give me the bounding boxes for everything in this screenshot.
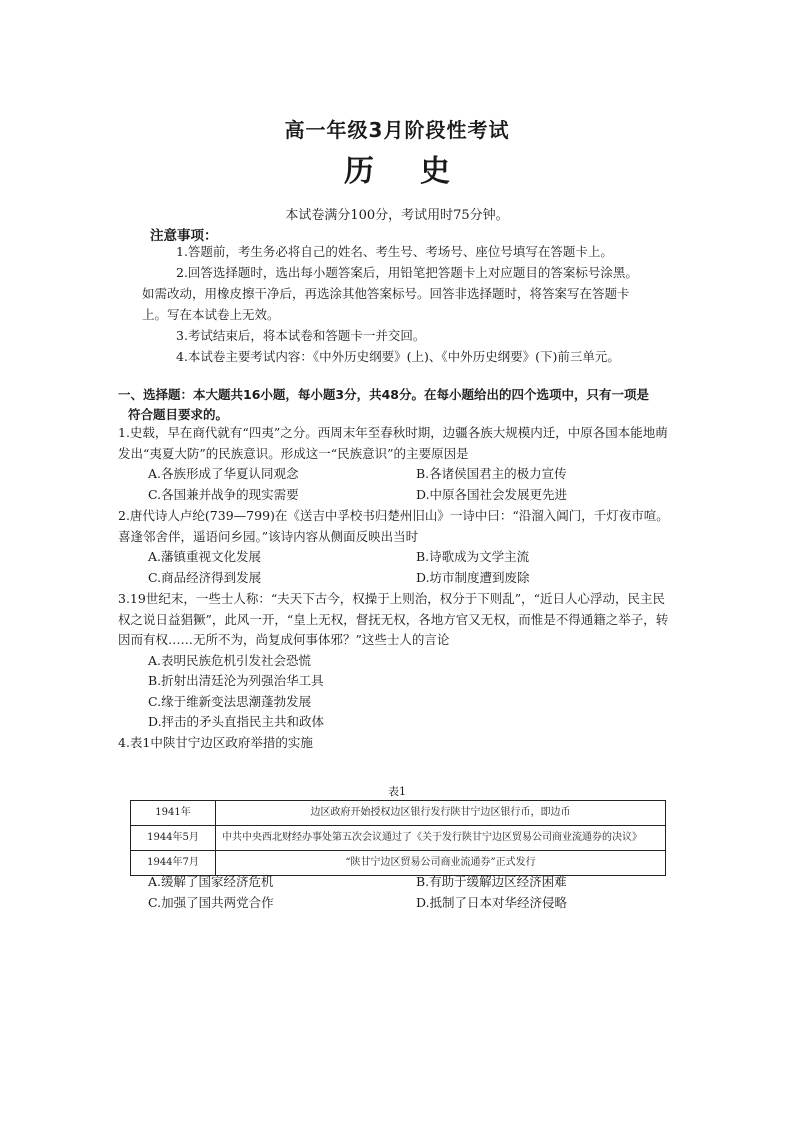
notice-item: 2.回答选择题时，选出每小题答案后，用铅笔把答题卡上对应题目的答案标号涂黑。如需改动，用橡皮擦干净后，再选涂其他答案标号。回答非选择题时，将答案写在答题卡上。写在本试卷上无效。 xyxy=(142,265,638,322)
question-2 xyxy=(118,506,674,588)
question-stem: 4.表1中陕甘宁边区政府举措的实施 xyxy=(118,735,313,750)
table-cell-year: 1941年 xyxy=(131,801,216,826)
option-d[interactable]: D.抵制了日本对华经济侵略 xyxy=(416,894,568,910)
option-c[interactable]: C.缘于维新变法思潮蓬勃发展 xyxy=(148,693,312,709)
section-heading-line: 一、选择题：本大题共16小题，每小题3分，共48分。在每小题给出的四个选项中，只有一项是 xyxy=(118,387,649,402)
question-options xyxy=(118,547,674,588)
option-d[interactable]: D.中原各国社会发展更先进 xyxy=(416,486,568,502)
question-1 xyxy=(118,423,674,505)
option-c[interactable]: C.商品经济得到发展 xyxy=(148,569,262,585)
notice-item: 3.考试结束后，将本试卷和答题卡一并交回。 xyxy=(176,328,426,343)
notice-heading: 注意事项： xyxy=(150,228,218,244)
option-b[interactable]: B.折射出清廷沦为列强治华工具 xyxy=(148,673,324,688)
option-a[interactable]: A.各族形成了华夏认同观念 xyxy=(148,466,299,481)
option-a[interactable]: A.缓解了国家经济危机 xyxy=(148,874,274,889)
question-stem: 1.史载，早在商代就有“四夷”之分。西周末年至春秋时期，边疆各族大规模内迁，中原各国本能地萌发出“夷夏大防”的民族意识。形成这一“民族意识”的主要原因是 xyxy=(118,425,668,461)
table-cell-year: 1944年5月 xyxy=(131,826,216,851)
option-c[interactable]: C.加强了国共两党合作 xyxy=(148,894,274,910)
table-cell-event: 中共中央西北财经办事处第五次会议通过了《关于发行陕甘宁边区贸易公司商业流通券的决议》 xyxy=(216,826,666,851)
table-row xyxy=(131,826,666,851)
exam-subject: 历史 xyxy=(344,154,496,189)
option-d[interactable]: D.坊市制度遭到废除 xyxy=(416,569,530,585)
question-4-options xyxy=(118,872,674,913)
table-row xyxy=(131,801,666,826)
question-stem: 2.唐代诗人卢纶(739—799)在《送吉中孚校书归楚州旧山》一诗中曰：“沿溜入阊门，千灯夜市喧。喜逢邻舍伴，遥语问乡园。”该诗内容从侧面反映出当时 xyxy=(118,508,669,544)
table-cell-event: “陕甘宁边区贸易公司商业流通券”正式发行 xyxy=(216,851,666,876)
exam-title: 高一年级3月阶段性考试 xyxy=(284,118,510,142)
option-a[interactable]: A.表明民族危机引发社会恐慌 xyxy=(148,652,312,668)
section-heading-line: 符合题目要求的。 xyxy=(128,407,229,422)
option-b[interactable]: B.有助于缓解边区经济困难 xyxy=(416,874,567,889)
option-b[interactable]: B.诗歌成为文学主流 xyxy=(416,549,530,564)
notice-list xyxy=(142,241,642,367)
option-c[interactable]: C.各国兼并战争的现实需要 xyxy=(148,486,299,502)
notice-item: 1.答题前，考生务必将自己的姓名、考生号、考场号、座位号填写在答题卡上。 xyxy=(176,244,613,259)
question-options xyxy=(118,464,674,505)
section-heading xyxy=(118,385,678,425)
question-3 xyxy=(118,589,674,733)
option-b[interactable]: B.各诸侯国君主的极力宣传 xyxy=(416,466,567,481)
table-cell-year: 1944年7月 xyxy=(131,851,216,876)
notice-item: 4.本试卷主要考试内容：《中外历史纲要》(上)、《中外历史纲要》(下)前三单元。 xyxy=(176,349,620,364)
option-a[interactable]: A.藩镇重视文化发展 xyxy=(148,549,262,564)
score-time-line: 本试卷满分100分，考试用时75分钟。 xyxy=(285,208,509,223)
question-options xyxy=(118,872,674,913)
question-stem: 3.19世纪末，一些士人称：“夫天下古今，权操于上则治，权分于下则乱”，“近日人心浮动，民主民权之说日益猖獗”，此风一开，“皇上无权，督抚无权，各地方官又无权，而惟是不得通籍之举子，转因而有权……无所不为，尚复成何事体邪？”这些士人的言论 xyxy=(118,591,669,647)
question-4 xyxy=(118,733,674,754)
option-d[interactable]: D.抨击的矛头直指民主共和政体 xyxy=(148,714,325,729)
table-1 xyxy=(130,800,666,876)
table-cell-event: 边区政府开始授权边区银行发行陕甘宁边区银行币，即边币 xyxy=(216,801,666,826)
table-caption: 表1 xyxy=(388,785,406,798)
